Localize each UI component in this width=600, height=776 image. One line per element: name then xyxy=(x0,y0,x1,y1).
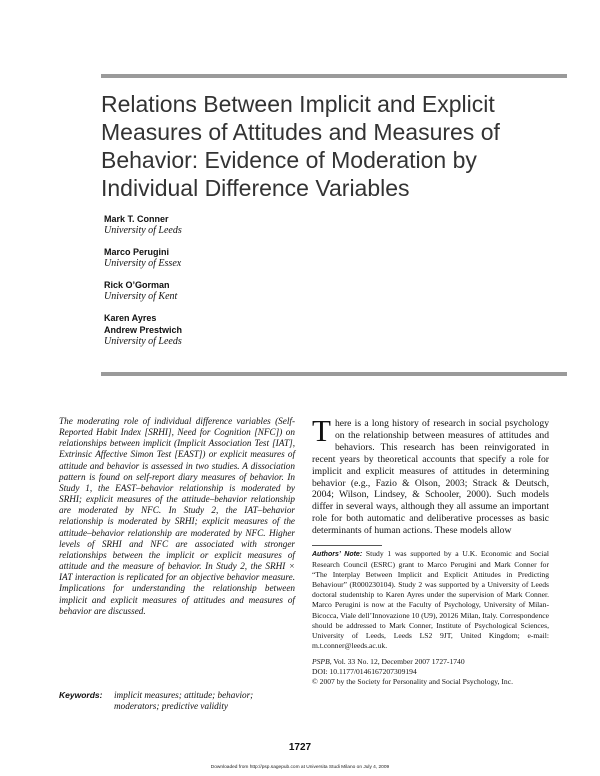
title-line: Measures of Attitudes and Measures of xyxy=(101,119,500,145)
author-name: Marco Perugini xyxy=(104,247,170,257)
journal-abbrev: PSPB, xyxy=(312,657,332,666)
copyright: © 2007 by the Society for Personality and Social Psychology, Inc. xyxy=(312,677,513,687)
author-group xyxy=(104,213,404,237)
title-line: Behavior: Evidence of Moderation by xyxy=(101,147,477,173)
authors-note-label: Authors’ Note: xyxy=(312,551,363,558)
author-name: Rick O’Gorman xyxy=(104,280,170,290)
keywords-text: implicit measures; attitude; behavior; moderators; predictive validity xyxy=(114,690,254,711)
author-affiliation: University of Leeds xyxy=(104,336,182,347)
top-divider xyxy=(101,74,567,78)
doi: DOI: 10.1177/0146167207309194 xyxy=(312,667,417,677)
author-affiliation: University of Leeds xyxy=(104,225,182,236)
citation-line xyxy=(312,657,552,667)
citation-details: Vol. 33 No. 12, December 2007 1727-1740 xyxy=(333,657,465,666)
title-line: Relations Between Implicit and Explicit xyxy=(101,91,495,117)
author-list xyxy=(104,213,404,357)
author-affiliation: University of Kent xyxy=(104,291,178,302)
author-name: Andrew Prestwich xyxy=(104,325,183,335)
section-divider xyxy=(101,372,567,376)
page-number: 1727 xyxy=(288,742,312,753)
article-title xyxy=(101,90,571,202)
footnote-rule xyxy=(312,545,382,546)
title-line: Individual Difference Variables xyxy=(101,175,410,201)
author-group xyxy=(104,246,404,270)
intro-text: here is a long history of research in social psychology on the relationship between measures of attitudes and behaviors. This research has been reinvigorated in recent years by theoretical accounts that specify a role for implicit and explicit measures of attitudes in determining behavior (e.g., Fazio & Olson, 2003; Strack & Deutsch, 2004; Wilson, Lindsey, & Schooler, 2000). Such models differ in several ways, although they all assume an important role for both automatic and deliberative processes as basic determinants of human actions. These models allow xyxy=(312,418,549,537)
intro-paragraph xyxy=(312,413,549,537)
keywords-label: Keywords: xyxy=(59,690,103,700)
publication-info xyxy=(312,657,552,687)
authors-note-text: Study 1 was supported by a U.K. Economic and Social Research Council (ESRC) grant to Marco Perugini and Mark Conner for “The Interplay Between Implicit and Explicit Attitudes in Predicting Behaviour” (R000230104). Study 2 was supported by a University of Leeds doctoral studentship to Karen Ayres under the supervision of Mark Conner. Marco Perugini is now at the Faculty of Psychology, University of Milan-Bicocca, Viale dell’Innovazione 10 (U9), 20126 Milan, Italy. Correspondence should be addressed to Mark Conner, Institute of Psychological Sciences, University of Leeds, Leeds LS2 9JT, United Kingdom; e-mail: m.t.conner@leeds.ac.uk. xyxy=(312,549,550,650)
authors-note xyxy=(312,549,549,651)
author-group xyxy=(104,279,404,303)
author-affiliation: University of Essex xyxy=(104,258,182,269)
drop-cap: T xyxy=(312,413,331,448)
author-group xyxy=(104,312,404,348)
author-name: Mark T. Conner xyxy=(104,214,169,224)
abstract: The moderating role of individual difference variables (Self-Reported Habit Index [SRHI], Need for Cognition [NFC]) on relationships between implicit (Implicit Association Test [IAT], Extrinsic Affective Simon Test [EAST]) or explicit measures of attitude and behavior is assessed in two studies. A dissociation pattern is found on self-report diary measures of behavior. In Study 1, the EAST–behavior relationship is moderated by SRHI; explicit measures of the attitude–behavior relationship are moderated by NFC. In Study 2, the IAT–behavior relationship is moderated by SRHI; explicit measures of the attitude–behavior relationship are moderated by NFC. Higher levels of SRHI and NFC are associated with stronger relationships between the implicit or explicit measures of attitude and the measure of behavior. In Study 2, the SRHI × IAT interaction is replicated for an objective behavior measure. Implications for understanding the relationship between implicit and explicit measures of attitudes and measures of behavior are discussed. xyxy=(59,416,295,616)
download-notice: Downloaded from http://psp.sagepub.com at Universita Studi Milano on July 4, 2009 xyxy=(210,765,390,770)
author-name: Karen Ayres xyxy=(104,313,157,323)
